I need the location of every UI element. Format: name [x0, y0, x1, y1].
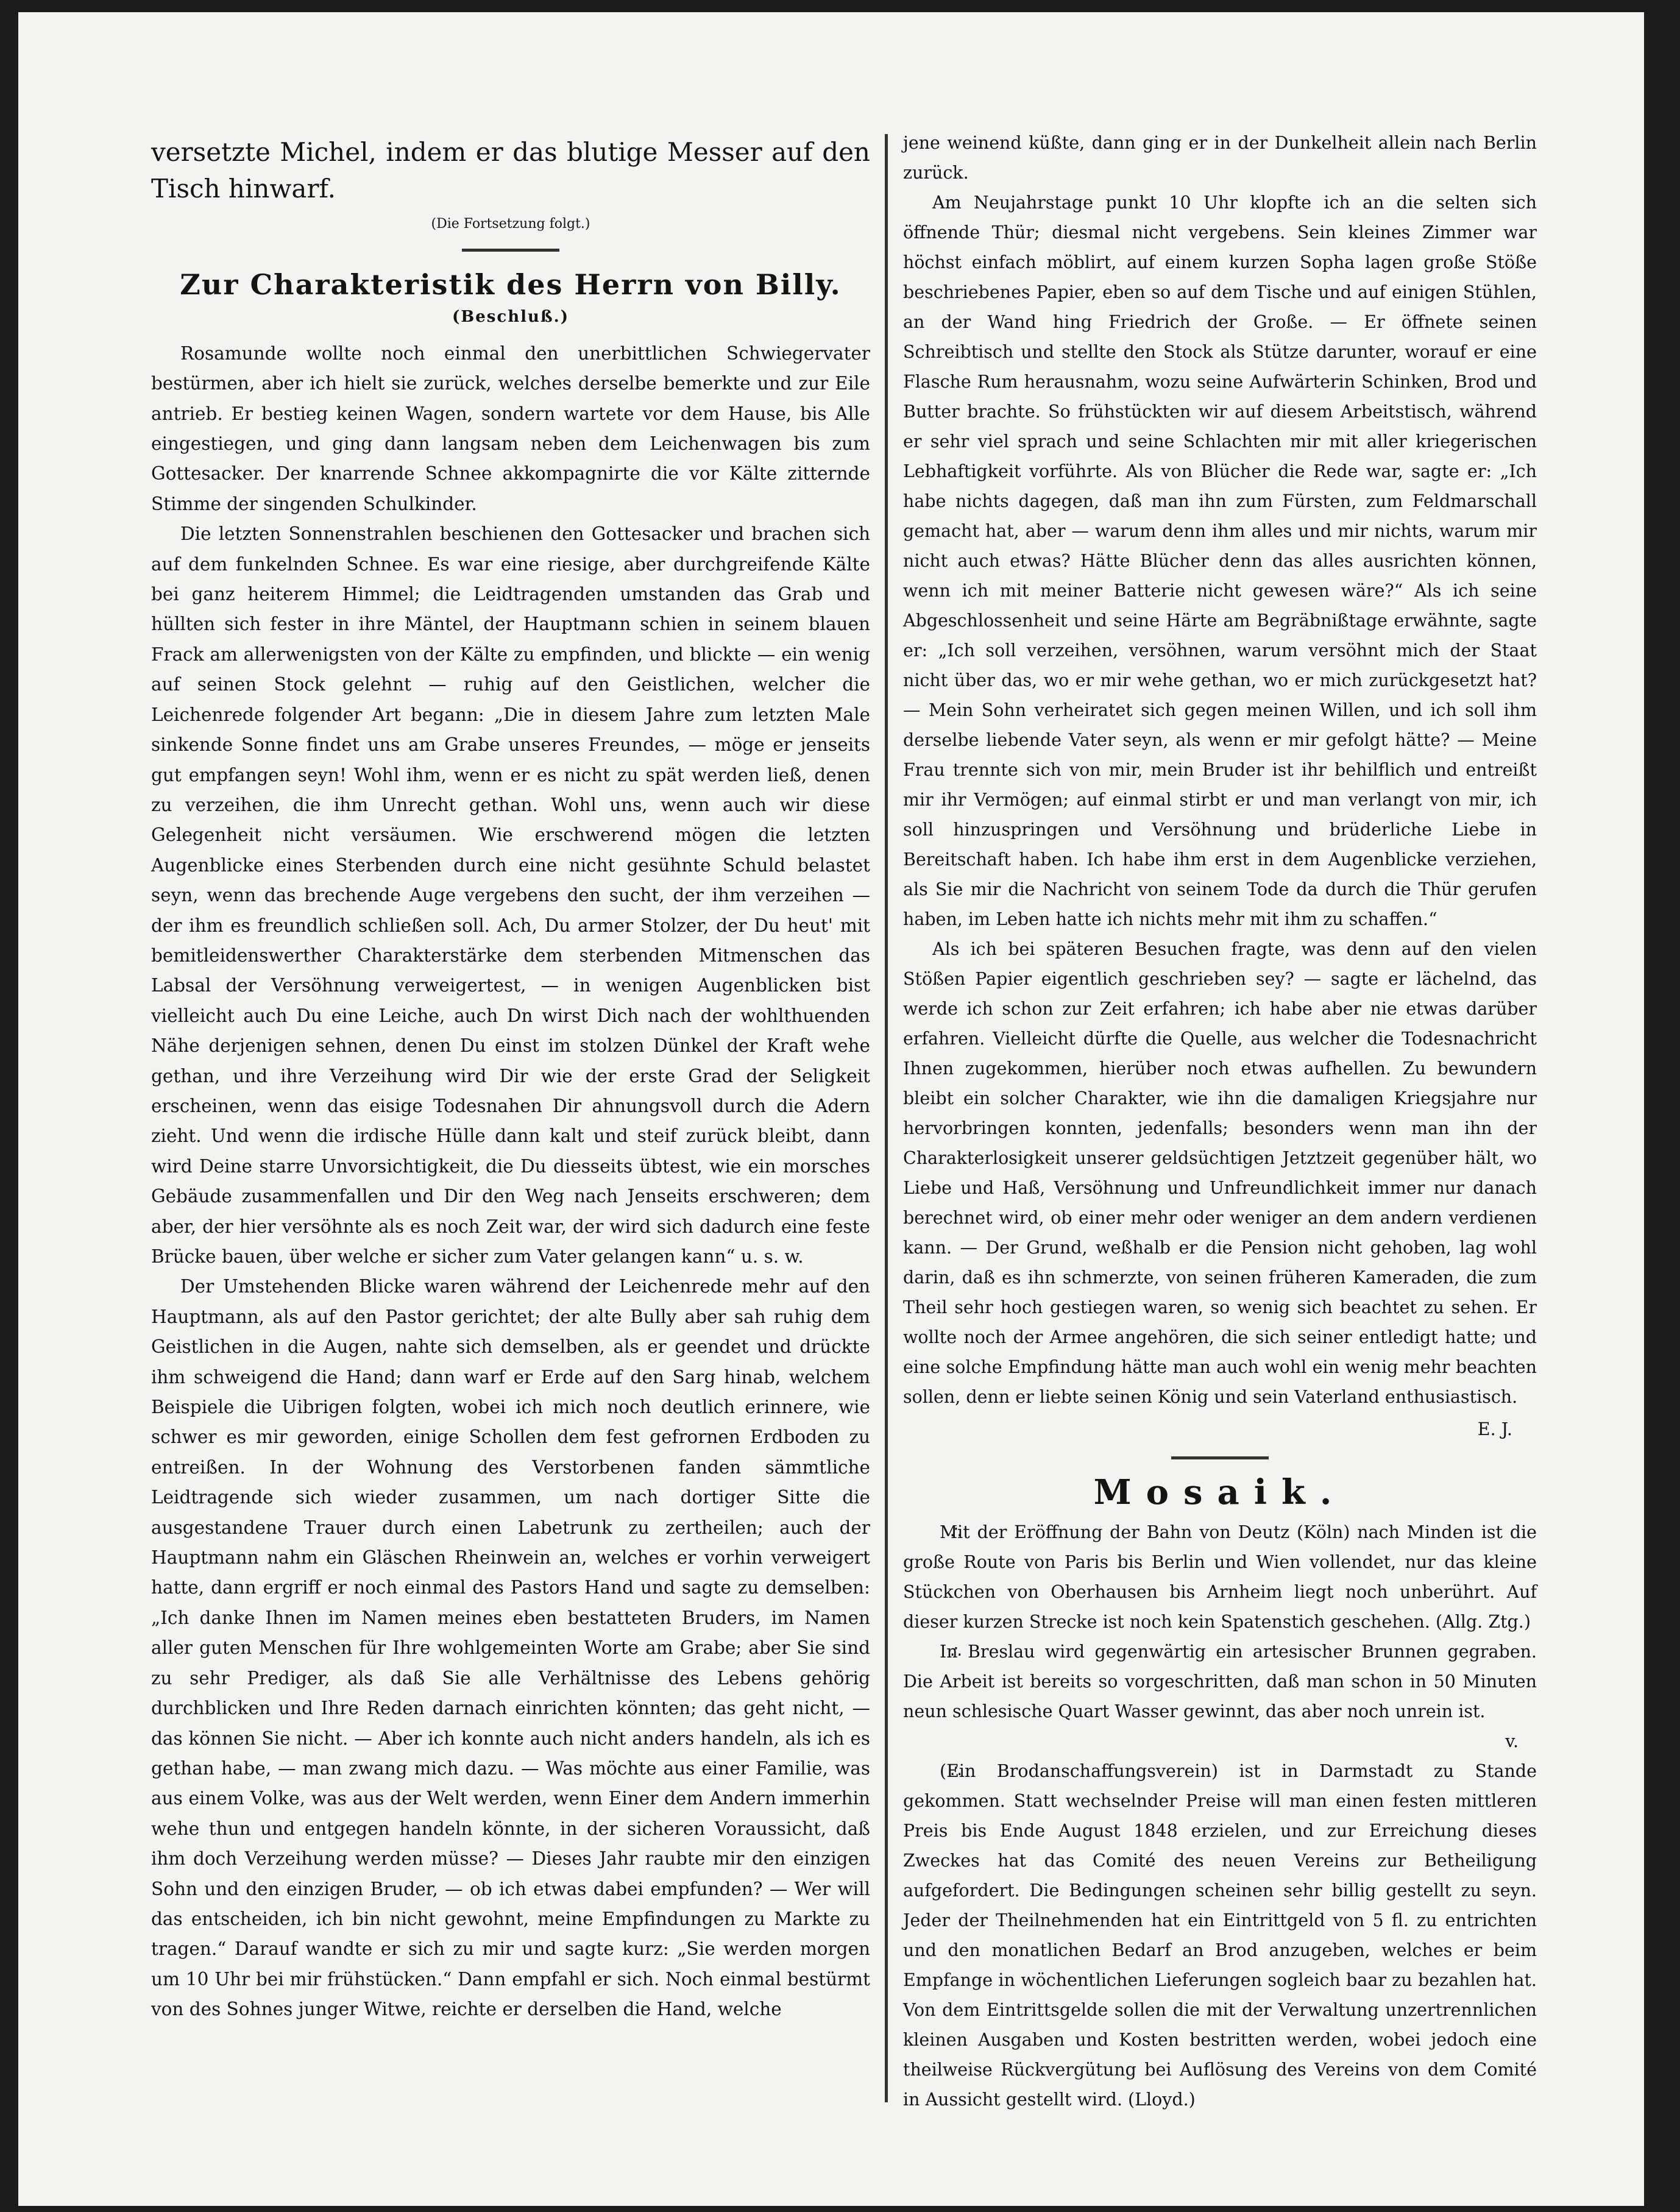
lead-text: versetzte Michel, indem er das blutige Messer auf den Tisch hinwarf.: [151, 137, 870, 204]
news-item: ∴ In Breslau wird gegenwärtig ein artesischer Brunnen gegraben. Die Arbeit ist bereits so vorgeschritten, daß man schon in 50 Minuten neun schlesische Quart Wasser gewinnt, das aber noch unrein ist.: [903, 1637, 1537, 1726]
article-paragraph: jene weinend küßte, dann ging er in der Dunkelheit allein nach Berlin zurück.: [903, 133, 1537, 183]
newspaper-page: [18, 12, 1644, 2206]
news-item-sign: v.: [1505, 1731, 1519, 1751]
separator-rule: [1171, 1456, 1269, 1459]
section-heading-mosaik: Mosaik.: [1093, 1472, 1347, 1512]
right-column: [903, 128, 1537, 2115]
separator-rule: [462, 249, 559, 252]
author-signature: E. J.: [1477, 1419, 1512, 1439]
article-paragraph: Der Umstehenden Blicke waren während der Leichenrede mehr auf den Hauptmann, als auf den Pastor gerichtet; der alte Bully aber sah ruhig dem Geistlichen in die Augen, nahte sich demselben, als er geendet und drückte ihm schweigend die Hand; dann warf er Erde auf den Sarg hinab, welchem Beispiele die Uibrigen folgten, wobei ich mich noch deutlich erinnere, wie schwer es mir geworden, einige Schollen dem fest gefrornen Erdboden zu entreißen. In der Wohnung des Verstorbenen fanden sämmtliche Leidtragende sich wieder zusammen, um nach dortiger Sitte die ausgestandene Trauer durch einen Labetrunk zu zertheilen; auch der Hauptmann nahm ein Gläschen Rheinwein an, welches er vorhin verweigert hatte, dann ergriff er noch einmal des Pastors Hand und sagte zu demselben: „Ich danke Ihnen im Namen meines eben bestatteten Bruders, im Namen aller guten Menschen für Ihre wohlgemeinten Worte am Grabe; aber Sie sind zu sehr Prediger, als daß Sie alle Verhältnisse des Lebens gehörig durchblicken und Ihre Reden darnach einrichten könnten; das geht nicht, — das können Sie nicht. — Aber ich konnte auch nicht anders handeln, als ich es gethan habe, — man zwang mich dazu. — Was möchte aus einer Familie, was aus einem Volke, was aus der Welt werden, wenn Einer dem Andern immerhin wehe thun und entgegen handeln könnte, in der sicheren Voraussicht, daß ihm doch Verzeihung werden müsse? — Dieses Jahr raubte mir den einzigen Sohn und den einzigen Bruder, — ob ich etwas dabei empfunden? — Wer will das entscheiden, ich bin nicht gewohnt, meine Empfindungen zu Markte zu tragen.“ Darauf wandte er sich zu mir und sagte kurz: „Sie werden morgen um 10 Uhr bei mir frühstücken.“ Dann empfahl er sich. Noch einmal bestürmt von des Sohnes junger Witwe, reichte er derselben die Hand, welche: [151, 1276, 870, 2020]
article-heading: Zur Charakteristik des Herrn von Billy.: [180, 268, 842, 301]
news-item: ∴ (Ein Brodanschaffungsverein) ist in Darmstadt zu Stande gekommen. Statt wechselnder Preise will man einen festen mittleren Preis bis Ende August 1848 erzielen, und zur Erreichung dieses Zweckes hat das Comité des neuen Vereins zur Betheiligung aufgefordert. Die Bedingungen scheinen sehr billig gestellt zu seyn. Jeder der Theilnehmenden hat ein Eintrittgeld von 5 fl. zu entrichten und den monatlichen Bedarf an Brod anzugeben, welches er beim Empfange in wöchentlichen Lieferungen sogleich baar zu bezahlen hat. Von dem Eintrittsgelde sollen die mit der Verwaltung unzertrennlichen kleinen Ausgaben und Kosten bestritten werden, wobei jedoch eine theilweise Rückvergütung bei Auflösung des Vereins von dem Comité in Aussicht gestellt wird. (Lloyd.): [903, 1756, 1537, 2115]
article-paragraph: Rosamunde wollte noch einmal den unerbittlichen Schwiegervater bestürmen, aber ich hielt sie zurück, welches derselbe bemerkte und zur Eile antrieb. Er bestieg keinen Wagen, sondern wartete vor dem Hause, bis Alle eingestiegen, und ging dann langsam neben dem Leichenwagen bis zum Gottesacker. Der knarrende Schnee akkompagnirte die vor Kälte zitternde Stimme der singenden Schulkinder.: [151, 342, 870, 514]
article-paragraph: Die letzten Sonnenstrahlen beschienen den Gottesacker und brachen sich auf dem funkelnden Schnee. Es war eine riesige, aber durchgreifende Kälte bei ganz heiterem Himmel; die Leidtragenden umstanden das Grab und hüllten sich fester in ihre Mäntel, der Hauptmann schien in seinem blauen Frack am allerwenigsten von der Kälte zu empfinden, und blickte — ein wenig auf seinen Stock gelehnt — ruhig auf den Geistlichen, welcher die Leichenrede folgender Art begann: „Die in diesem Jahre zum letzten Male sinkende Sonne findet uns am Grabe unseres Freundes, — möge er jenseits gut empfangen seyn! Wohl ihm, wenn er es nicht zu spät werden ließ, denen zu verzeihen, die ihm Unrecht gethan. Wohl uns, wenn auch wir diese Gelegenheit nicht versäumen. Wie erschwerend mögen die letzten Augenblicke eines Sterbenden durch eine nicht gesühnte Schuld belastet seyn, wenn das brechende Auge vergebens den sucht, der ihm verzeihen — der ihm es freundlich schließen soll. Ach, Du armer Stolzer, der Du heut' mit bemitleidenswerther Charakterstärke dem sterbenden Mitmenschen das Labsal der Versöhnung verweigertest, — in wenigen Augenblicken bist vielleicht auch Du eine Leiche, auch Dn wirst Dich nach der wohlthuenden Nähe derjenigen sehnen, denen Du einst im stolzen Dünkel der Kraft wehe gethan, und ihre Verzeihung wird Dir wie der erste Grad der Seligkeit erscheinen, wenn das eisige Todesnahen Dir ahnungsvoll durch die Adern zieht. Und wenn die irdische Hülle dann kalt und steif zurück bleibt, dann wird Deine starre Unvorsichtigkeit, die Du diesseits übtest, wie ein morsches Gebäude zusammenfallen und Dir den Weg nach Jenseits erschweren; dem aber, der hier versöhnte als es noch Zeit war, der wird sich dadurch eine feste Brücke bauen, über welche er sicher zum Vater gelangen kann“ u. s. w.: [151, 523, 870, 1267]
article-paragraph: Am Neujahrstage punkt 10 Uhr klopfte ich an die selten sich öffnende Thür; diesmal nicht vergebens. Sein kleines Zimmer war höchst einfach möblirt, auf einem kurzen Sopha lagen große Stöße beschriebenes Papier, eben so auf dem Tische und auf einigen Stühlen, an der Wand hing Friedrich der Große. — Er öffnete seinen Schreibtisch und stellte den Stock als Stütze darunter, worauf er eine Flasche Rum herausnahm, wozu seine Aufwärterin Schinken, Brod und Butter brachte. So frühstückten wir auf diesem Arbeitstisch, während er sehr viel sprach und seine Schlachten mir mit aller kriegerischen Lebhaftigkeit vorführte. Als von Blücher die Rede war, sagte er: „Ich habe nichts dagegen, daß man ihn zum Fürsten, zum Feldmarschall gemacht hat, aber — warum denn ihm alles und mir nichts, warum mir nicht auch etwas? Hätte Blücher denn das alles ausrichten können, wenn ich mit meiner Batterie nicht gewesen wäre?“ Als ich seine Abgeschlossenheit und seine Härte am Begräbnißtage erwähnte, sagte er: „Ich soll verzeihen, versöhnen, warum versöhnt mich der Staat nicht über das, wo er mir wehe gethan, wo er mich zurückgesetzt hat? — Mein Sohn verheiratet sich gegen meinen Willen, und ich soll ihm derselbe liebende Vater seyn, als wenn er mir gefolgt hätte? — Meine Frau trennte sich von mir, mein Bruder ist ihr behilflich und entreißt mir ihr Vermögen; auf einmal stirbt er und man verlangt von mir, ich soll hinzuspringen und Versöhnung und brüderliche Liebe in Bereitschaft haben. Ich habe ihm erst in dem Augenblicke verziehen, als Sie mir die Nachricht von seinem Tode da durch die Thür gerufen haben, im Leben hatte ich nichts mehr mit ihm zu schaffen.“: [903, 193, 1537, 929]
article-paragraph: Als ich bei späteren Besuchen fragte, was denn auf den vielen Stößen Papier eigentlich geschrieben sey? — sagte er lächelnd, das werde ich schon zur Zeit erfahren; ich habe aber nie etwas darüber erfahren. Vielleicht dürfte die Quelle, aus welcher die Todesnachricht Ihnen zugekommen, hierüber noch etwas aufhellen. Zu bewundern bleibt ein solcher Charakter, wie ihn die damaligen Kriegsjahre nur hervorbringen konnten, jedenfalls; besonders wenn man ihn der Charakterlosigkeit unserer geldsüchtigen Jetztzeit gegenüber hält, wo Liebe und Haß, Versöhnung und Unfreundlichkeit immer nur danach berechnet wird, ob einer mehr oder weniger an dem andern verdienen kann. — Der Grund, weßhalb er die Pension nicht gehoben, lag wohl darin, daß es ihn schmerzte, von seinen früheren Kameraden, die zum Theil sehr hoch gestiegen waren, so wenig sich beachtet zu sehen. Er wollte noch der Armee angehören, die sich seiner entledigt hatte; und eine solche Empfindung hätte man auch wohl ein wenig mehr beachten sollen, denn er liebte seinen König und sein Vaterland enthusiastisch.: [903, 939, 1537, 1407]
continuation-note: (Die Fortsetzung folgt.): [431, 216, 590, 232]
news-item: ∴ Mit der Eröffnung der Bahn von Deutz (Köln) nach Minden ist die große Route von Paris bis Berlin und Wien vollendet, nur das kleine Stückchen von Oberhausen bis Arnheim liegt noch unberührt. Auf dieser kurzen Strecke ist noch kein Spatenstich geschehen. (Allg. Ztg.): [903, 1517, 1537, 1637]
left-column: [151, 134, 870, 2025]
column-divider: [885, 134, 888, 2102]
article-subheading: (Beschluß.): [452, 308, 570, 327]
